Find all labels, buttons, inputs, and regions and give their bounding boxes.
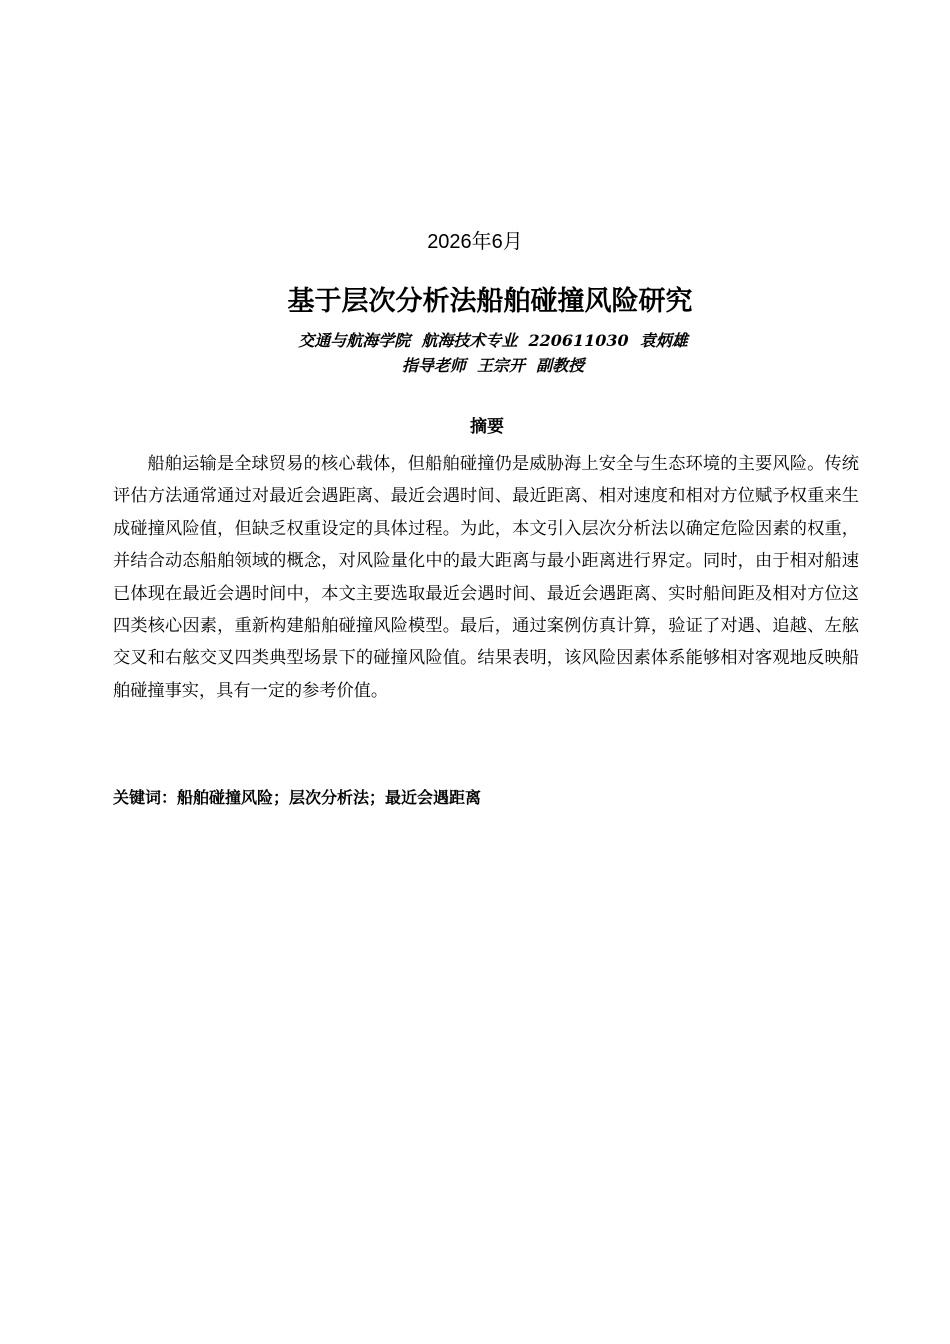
author-affiliation-line: 交通与航海学院 航海技术专业 220611030 袁炳雄 [298,331,688,350]
advisor-line: 指导老师 王宗开 副教授 [401,356,585,375]
keywords-line: 关键词：船舶碰撞风险；层次分析法；最近会遇距离 [113,788,482,807]
paper-title: 基于层次分析法船舶碰撞风险研究 [287,286,693,317]
abstract-body: 船舶运输是全球贸易的核心载体，但船舶碰撞仍是威胁海上安全与生态环境的主要风险。传统评估方法通常通过对最近会遇距离、最近会遇时间、最近距离、相对速度和相对方位赋予权重来生成碰撞风险值，但缺乏权重设定的具体过程。为此，本文引入层次分析法以确定危险因素的权重，并结合动态船舶领域的概念，对风险量化中的最大距离与最小距离进行界定。同时，由于相对船速已体现在最近会遇时间中，本文主要选取最近会遇时间、最近会遇距离、实时船间距及相对方位这四类核心因素，重新构建船舶碰撞风险模型。最后，通过案例仿真计算，验证了对遇、追越、左舷交叉和右舷交叉四类典型场景下的碰撞风险值。结果表明，该风险因素体系能够相对客观地反映船舶碰撞事实，具有一定的参考价值。 [113,454,859,701]
document-date: 2026年6月 [427,231,523,253]
abstract-heading: 摘要 [470,417,504,437]
